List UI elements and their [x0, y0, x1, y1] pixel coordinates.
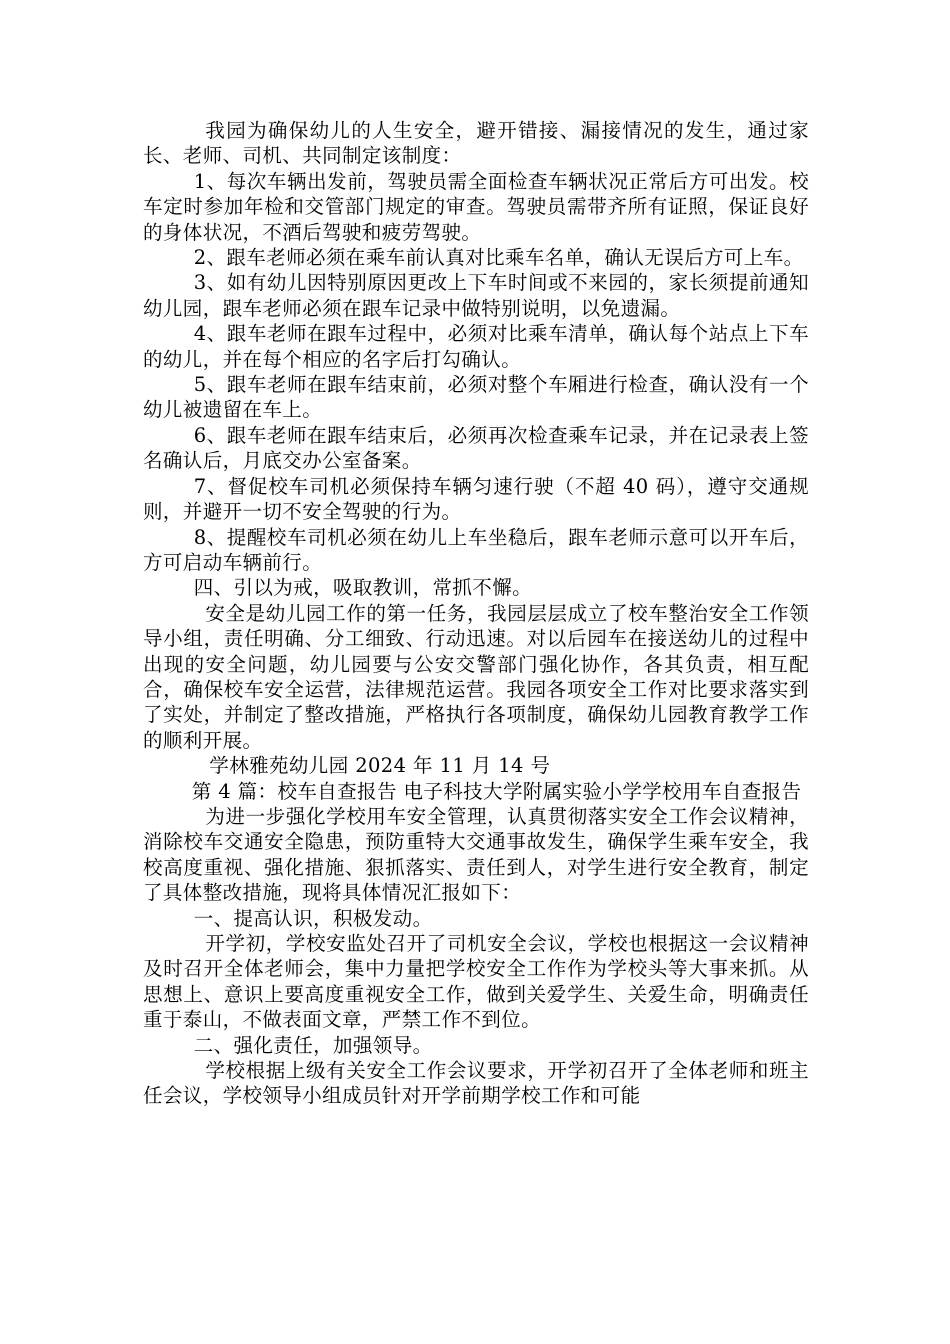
- rule-5-paragraph: 5、跟车老师在跟车结束前，必须对整个车厢进行检查，确认没有一个幼儿被遗留在车上。: [143, 373, 809, 422]
- rule-8-paragraph: 8、提醒校车司机必须在幼儿上车坐稳后，跟车老师示意可以开车后，方可启动车辆前行。: [143, 525, 809, 574]
- rule-2-paragraph: 2、跟车老师必须在乘车前认真对比乘车名单，确认无误后方可上车。: [193, 246, 804, 270]
- section-1-paragraph: 开学初，学校安监处召开了司机安全会议，学校也根据这一会议精神及时召开全体老师会，集中力量把学校安全工作作为学校头等大事来抓。从思想上、意识上要高度重视安全工作，做到关爱学生、关爱生命，明确责任重于泰山，不做表面文章，严禁工作不到位。: [143, 932, 809, 1032]
- section-4-heading: 四、引以为戒，吸取教训，常抓不懈。: [193, 576, 532, 600]
- report-intro-paragraph: 为进一步强化学校用车安全管理，认真贯彻落实安全工作会议精神，消除校车交通安全隐患，预防重特大交通事故发生，确保学生乘车安全，我校高度重视、强化措施、狠抓落实、责任到人，对学生进行安全教育，制定了具体整改措施，现将具体情况汇报如下：: [143, 804, 809, 905]
- safety-summary-paragraph: 安全是幼儿园工作的第一任务，我园层层成立了校车整治安全工作领导小组，责任明确、分工细致、行动迅速。对以后园车在接送幼儿的过程中出现的安全问题，幼儿园要与公安交警部门强化协作，各其负责，相互配合，确保校车安全运营，法律规范运营。我园各项安全工作对比要求落实到了实处，并制定了整改措施，严格执行各项制度，确保幼儿园教育教学工作的顺利开展。: [143, 601, 809, 752]
- section-2-paragraph: 学校根据上级有关安全工作会议要求，开学初召开了全体老师和班主任会议，学校领导小组成员针对开学前期学校工作和可能: [143, 1059, 809, 1108]
- article-title: 第 4 篇：校车自查报告 电子科技大学附属实验小学学校用车自查报告: [191, 779, 802, 803]
- rule-7-paragraph: 7、督促校车司机必须保持车辆匀速行驶（不超 40 码），遵守交通规则，并避开一切不安全驾驶的行为。: [143, 474, 809, 524]
- section-1-heading: 一、提高认识，积极发动。: [193, 906, 433, 930]
- intro-paragraph: 我园为确保幼儿的人生安全，避开错接、漏接情况的发生，通过家长、老师、司机、共同制定该制度：: [143, 119, 809, 168]
- rule-1-paragraph: 1、每次车辆出发前，驾驶员需全面检查车辆状况正常后方可出发。校车定时参加年检和交管部门规定的审查。驾驶员需带齐所有证照，保证良好的身体状况，不酒后驾驶和疲劳驾驶。: [143, 169, 809, 244]
- document-body: [143, 118, 809, 1109]
- rule-3-paragraph: 3、如有幼儿因特别原因更改上下车时间或不来园的，家长须提前通知幼儿园，跟车老师必须在跟车记录中做特别说明，以免遗漏。: [143, 271, 809, 320]
- rule-4-paragraph: 4、跟车老师在跟车过程中，必须对比乘车清单，确认每个站点上下车的幼儿，并在每个相应的名字后打勾确认。: [143, 322, 809, 371]
- signature-line: 学林雅苑幼儿园 2024 年 11 月 14 号: [209, 754, 551, 778]
- section-2-heading: 二、强化责任，加强领导。: [193, 1033, 433, 1057]
- rule-6-paragraph: 6、跟车老师在跟车结束后，必须再次检查乘车记录，并在记录表上签名确认后，月底交办公室备案。: [143, 423, 809, 473]
